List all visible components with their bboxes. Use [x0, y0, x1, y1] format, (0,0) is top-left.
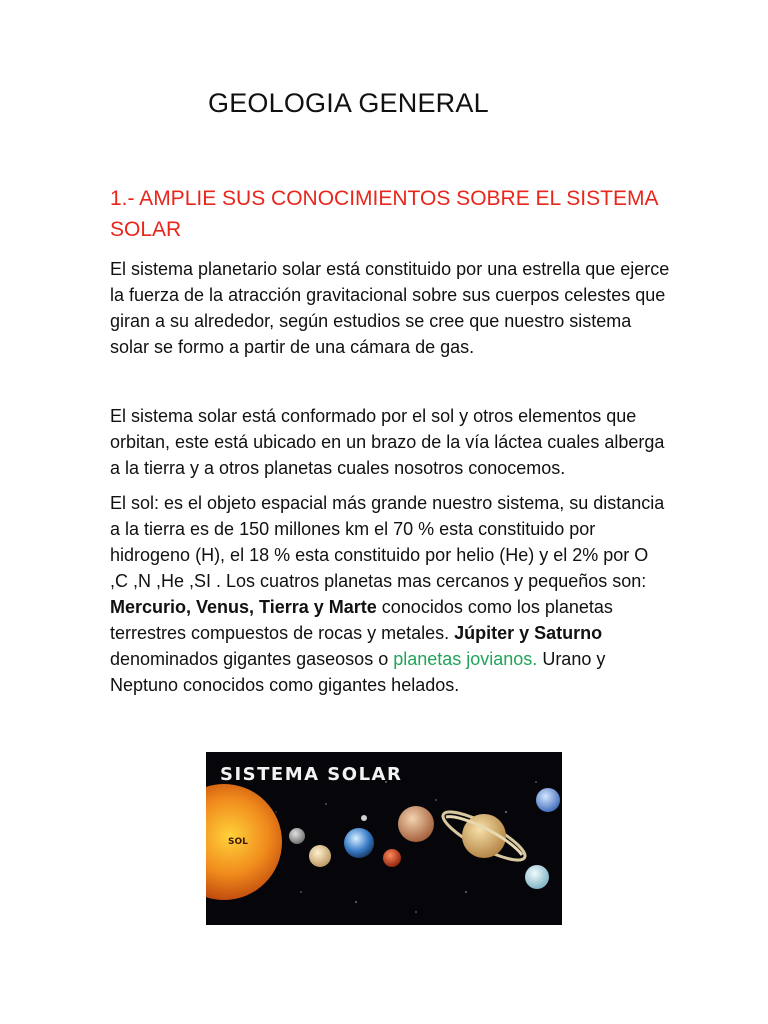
paragraph-1: El sistema planetario solar está constituido por una estrella que ejerce la fuerza de la atracción gravitacional sobre sus cuerpos celestes que giran a su alrededor, según estudios se cree que nuestro sistema solar se formo a partir de una cámara de gas. [110, 259, 670, 357]
paragraph-2: El sistema solar está conformado por el sol y otros elementos que orbitan, este está ubicado en un brazo de la vía láctea cuales alberga a la tierra y a otros planetas cuales nosotros conocemos. [110, 406, 665, 478]
paragraph-3-text-1: El sol: es el objeto espacial más grande nuestro sistema, su distancia a la tierra es de 150 millones km el 70 % esta constituido por hidrogeno (H), el 18 % esta constituido por helio (He) y el 2% por O ,C ,N ,He ,SI . Los cuatros planetas mas cercanos y pequeños son: [110, 493, 665, 591]
section-heading: 1.- AMPLIE SUS CONOCIMIENTOS SOBRE EL SISTEMA SOLAR [110, 187, 658, 241]
mars-icon [383, 849, 401, 867]
paragraph-3-text-3: denominados gigantes gaseosos o [110, 649, 394, 669]
paragraph-3 [110, 490, 670, 698]
moon-icon [361, 815, 367, 821]
paragraph-3-text-2: conocidos como los planetas terrestres compuestos de rocas y metales. [110, 597, 613, 643]
mercury-icon [289, 828, 305, 844]
solar-system-illustration [206, 752, 562, 925]
terrestrial-planets-bold: Mercurio, Venus, Tierra y Marte [110, 597, 377, 617]
uranus-icon [525, 865, 549, 889]
gas-giants-bold: Júpiter y Saturno [454, 623, 603, 643]
jovian-planets-green-text: planetas jovianos. [393, 649, 538, 669]
earth-icon [344, 828, 374, 858]
solar-system-image [206, 752, 562, 925]
neptune-icon [536, 788, 560, 812]
sun-label: SOL [228, 837, 248, 847]
paragraph-3-text-4: Urano y Neptuno conocidos como gigantes helados. [110, 649, 606, 695]
venus-icon [309, 845, 331, 867]
document-title: GEOLOGIA GENERAL [208, 88, 489, 118]
banner-title: SISTEMA SOLAR [220, 764, 403, 785]
jupiter-icon [398, 806, 434, 842]
